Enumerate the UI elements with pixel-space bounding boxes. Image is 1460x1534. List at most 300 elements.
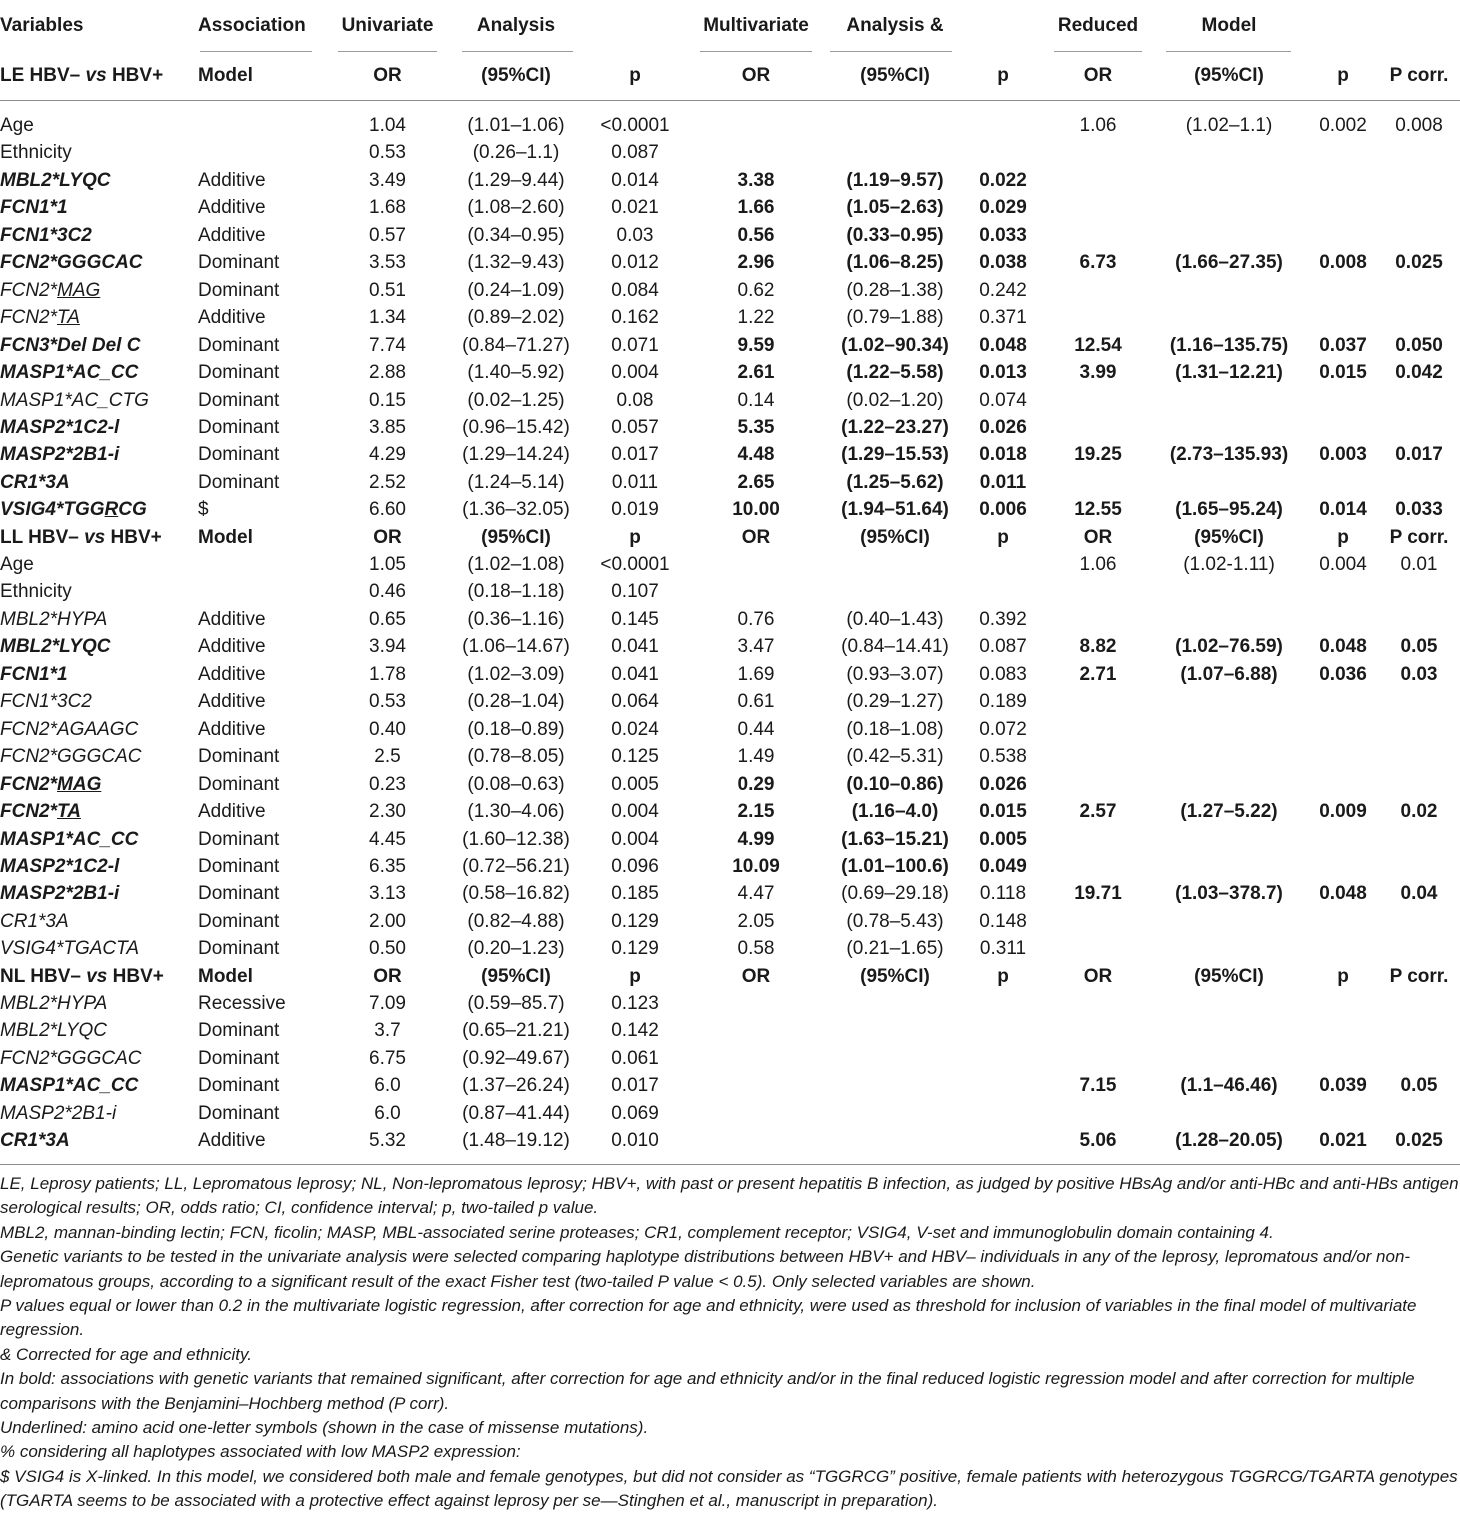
univariate-p-cell: 0.071 bbox=[611, 334, 659, 356]
header-underline bbox=[830, 51, 952, 52]
univariate-or-cell: 2.30 bbox=[369, 801, 406, 823]
variable-cell: CR1*3A bbox=[0, 471, 70, 493]
univariate-ci-cell: (0.87–41.44) bbox=[462, 1102, 570, 1124]
reduced-p-corr-cell: 0.025 bbox=[1395, 1130, 1443, 1152]
multivariate-ci-cell: (0.79–1.88) bbox=[846, 307, 944, 329]
univariate-ci-cell: (0.78–8.05) bbox=[467, 746, 565, 768]
underlined-amino-acid: MAG bbox=[57, 773, 102, 795]
model-cell: Dominant bbox=[198, 883, 280, 905]
multivariate-p-cell: 0.029 bbox=[979, 197, 1027, 219]
multivariate-ci-cell: (1.25–5.62) bbox=[846, 471, 944, 493]
univariate-p-cell: 0.142 bbox=[611, 1020, 659, 1042]
univariate-p-cell: 0.125 bbox=[611, 746, 659, 768]
model-cell: Dominant bbox=[198, 334, 280, 356]
variable-cell: FCN2*TA bbox=[0, 801, 81, 823]
reduced-ci-cell: (2.73–135.93) bbox=[1169, 444, 1289, 466]
table-row bbox=[0, 688, 1460, 715]
multivariate-p-cell: 0.371 bbox=[979, 307, 1027, 329]
header-underline bbox=[700, 51, 812, 52]
model-cell: Dominant bbox=[198, 416, 280, 438]
multivariate-or-cell: 0.14 bbox=[737, 389, 775, 411]
univariate-ci-cell: (1.40–5.92) bbox=[467, 362, 565, 384]
multivariate-or-cell: 2.96 bbox=[737, 252, 775, 274]
table-row bbox=[0, 606, 1460, 633]
table-row bbox=[0, 167, 1460, 194]
univariate-p-cell: 0.012 bbox=[611, 252, 659, 274]
multivariate-p-cell: 0.148 bbox=[979, 910, 1027, 932]
model-cell: Additive bbox=[198, 608, 266, 630]
univariate-or-cell: 6.0 bbox=[374, 1075, 401, 1097]
variable-cell: Ethnicity bbox=[0, 142, 72, 164]
header-variable: NL HBV– vs HBV+ bbox=[0, 966, 164, 987]
footer-rule bbox=[0, 1164, 1460, 1165]
model-cell: Additive bbox=[198, 197, 266, 219]
model-cell: Additive bbox=[198, 801, 266, 823]
header-multivariate-ci: (95%CI) bbox=[860, 527, 930, 548]
header-multivariate-ci: (95%CI) bbox=[860, 65, 930, 86]
reduced-p-cell: 0.003 bbox=[1319, 444, 1367, 466]
univariate-ci-cell: (1.01–1.06) bbox=[467, 115, 565, 136]
reduced-ci-cell: (1.28–20.05) bbox=[1175, 1130, 1283, 1152]
table-row bbox=[0, 249, 1460, 276]
reduced-ci-cell: (1.66–27.35) bbox=[1175, 252, 1283, 274]
univariate-p-cell: 0.185 bbox=[611, 883, 659, 905]
multivariate-ci-cell: (0.10–0.86) bbox=[846, 773, 944, 795]
multivariate-p-cell: 0.189 bbox=[979, 691, 1027, 713]
header-reduced-ci: (95%CI) bbox=[1194, 527, 1264, 548]
model-cell: Dominant bbox=[198, 444, 280, 466]
univariate-ci-cell: (0.20–1.23) bbox=[467, 938, 565, 960]
variable-cell: FCN2*GGGCAC bbox=[0, 746, 142, 768]
header-underline bbox=[338, 51, 437, 52]
reduced-p-cell: 0.037 bbox=[1319, 334, 1367, 356]
model-cell: Additive bbox=[198, 307, 266, 329]
univariate-or-cell: 3.7 bbox=[374, 1020, 401, 1042]
multivariate-p-cell: 0.038 bbox=[979, 252, 1027, 274]
header-reduced-or: OR bbox=[1083, 966, 1113, 987]
header-model: Model bbox=[198, 966, 253, 987]
univariate-ci-cell: (0.96–15.42) bbox=[462, 416, 570, 438]
multivariate-p-cell: 0.538 bbox=[979, 746, 1027, 768]
univariate-or-cell: 1.05 bbox=[369, 554, 406, 575]
header-variable: LL HBV– vs HBV+ bbox=[0, 527, 162, 548]
multivariate-p-cell: 0.048 bbox=[979, 334, 1027, 356]
multivariate-ci-cell: (0.78–5.43) bbox=[846, 910, 944, 932]
univariate-p-cell: 0.096 bbox=[611, 855, 659, 877]
header-underline bbox=[462, 51, 573, 52]
header-univariate-or: OR bbox=[373, 527, 402, 548]
table-row bbox=[0, 1072, 1460, 1099]
univariate-or-cell: 1.04 bbox=[369, 115, 406, 136]
header-univariate-or: Univariate bbox=[341, 15, 434, 36]
univariate-or-cell: 0.23 bbox=[369, 773, 406, 795]
univariate-ci-cell: (0.92–49.67) bbox=[462, 1047, 570, 1069]
footnote: Genetic variants to be tested in the univariate analysis were selected comparing haplotype distributions between HBV+ and HBV– individuals in any of the leprosy, lepromatous and/or non-lepromatous groups, according to a significant result of the exact Fisher test (two-tailed P value < 0.5). Only selected variables are shown. bbox=[0, 1247, 1411, 1291]
univariate-p-cell: 0.004 bbox=[611, 828, 659, 850]
header-variable: Variables bbox=[0, 15, 84, 36]
multivariate-or-cell: 1.49 bbox=[737, 746, 775, 768]
multivariate-ci-cell: (1.16–4.0) bbox=[851, 801, 939, 823]
header-underline bbox=[200, 51, 312, 52]
multivariate-or-cell: 4.47 bbox=[737, 883, 775, 905]
footnote: LE, Leprosy patients; LL, Lepromatous leprosy; NL, Non-lepromatous leprosy; HBV+, with past or present hepatitis B infection, as judged by positive HBsAg and/or anti-HBc and anti-HBs antigen serological results; OR, odds ratio; CI, confidence interval; p, two-tailed p value. bbox=[0, 1174, 1459, 1218]
model-cell: Dominant bbox=[198, 773, 280, 795]
univariate-p-cell: 0.014 bbox=[611, 169, 659, 191]
reduced-p-cell: 0.014 bbox=[1319, 499, 1367, 521]
univariate-or-cell: 2.00 bbox=[369, 910, 406, 932]
univariate-or-cell: 2.52 bbox=[369, 471, 406, 493]
header-univariate-p: p bbox=[629, 966, 641, 987]
univariate-or-cell: 6.0 bbox=[374, 1102, 401, 1124]
reduced-p-cell: 0.015 bbox=[1319, 362, 1367, 384]
multivariate-p-cell: 0.074 bbox=[979, 389, 1027, 411]
multivariate-or-cell: 2.05 bbox=[737, 910, 775, 932]
multivariate-p-cell: 0.018 bbox=[979, 444, 1027, 466]
variable-cell: VSIG4*TGGRCG bbox=[0, 499, 147, 521]
multivariate-or-cell: 4.48 bbox=[737, 444, 775, 466]
univariate-ci-cell: (1.06–14.67) bbox=[462, 636, 570, 658]
reduced-p-corr-cell: 0.03 bbox=[1400, 663, 1438, 685]
header-multivariate-or: OR bbox=[741, 65, 771, 86]
header-multivariate-ci: Analysis & bbox=[846, 15, 944, 36]
multivariate-ci-cell: (0.21–1.65) bbox=[846, 938, 944, 960]
univariate-ci-cell: (0.36–1.16) bbox=[467, 608, 565, 630]
header-univariate-p: p bbox=[629, 65, 641, 86]
univariate-p-cell: 0.019 bbox=[611, 499, 659, 521]
reduced-ci-cell: (1.31–12.21) bbox=[1175, 362, 1283, 384]
variable-cell: MASP1*AC_CC bbox=[0, 1075, 139, 1097]
header-row-le bbox=[0, 62, 1460, 89]
model-cell: Recessive bbox=[198, 993, 286, 1014]
univariate-or-cell: 2.88 bbox=[369, 362, 406, 384]
footnote: MBL2, mannan-binding lectin; FCN, ficolin; MASP, MBL-associated serine proteases; CR1, complement receptor; VSIG4, V-set and immunoglobulin domain containing 4. bbox=[0, 1222, 1274, 1242]
table-row bbox=[0, 633, 1460, 660]
table-row bbox=[0, 112, 1460, 139]
header-reduced-p-corr: P corr. bbox=[1389, 527, 1449, 548]
table-row bbox=[0, 880, 1460, 907]
header-multivariate-ci: (95%CI) bbox=[860, 966, 930, 987]
multivariate-or-cell: 2.61 bbox=[737, 362, 775, 384]
reduced-p-cell: 0.036 bbox=[1319, 663, 1367, 685]
table-row bbox=[0, 277, 1460, 304]
multivariate-p-cell: 0.006 bbox=[979, 499, 1027, 521]
multivariate-ci-cell: (1.22–5.58) bbox=[846, 362, 944, 384]
reduced-or-cell: 19.25 bbox=[1074, 444, 1122, 466]
univariate-or-cell: 0.53 bbox=[369, 691, 406, 713]
table-row bbox=[0, 332, 1460, 359]
univariate-ci-cell: (1.02–3.09) bbox=[467, 663, 565, 685]
univariate-or-cell: 2.5 bbox=[374, 746, 401, 768]
model-cell: Dominant bbox=[198, 855, 280, 877]
header-reduced-p-corr: P corr. bbox=[1389, 966, 1449, 987]
multivariate-ci-cell: (1.19–9.57) bbox=[846, 169, 944, 191]
univariate-or-cell: 0.15 bbox=[369, 389, 406, 411]
table-row bbox=[0, 414, 1460, 441]
univariate-or-cell: 6.35 bbox=[369, 855, 406, 877]
table-row bbox=[0, 222, 1460, 249]
multivariate-p-cell: 0.392 bbox=[979, 608, 1027, 630]
multivariate-ci-cell: (0.02–1.20) bbox=[846, 389, 944, 411]
model-cell: Dominant bbox=[198, 1047, 280, 1069]
multivariate-ci-cell: (0.69–29.18) bbox=[841, 883, 949, 905]
model-cell: Dominant bbox=[198, 910, 280, 932]
univariate-ci-cell: (0.72–56.21) bbox=[462, 855, 570, 877]
multivariate-or-cell: 0.76 bbox=[737, 608, 775, 630]
univariate-ci-cell: (0.26–1.1) bbox=[472, 142, 560, 164]
reduced-or-cell: 19.71 bbox=[1074, 883, 1122, 905]
header-multivariate-p: p bbox=[997, 527, 1009, 548]
univariate-or-cell: 3.85 bbox=[369, 416, 406, 438]
table-row bbox=[0, 1017, 1460, 1044]
model-cell: Additive bbox=[198, 224, 266, 246]
header-model: Association bbox=[198, 15, 306, 36]
reduced-p-corr-cell: 0.008 bbox=[1395, 115, 1443, 136]
table-row bbox=[0, 139, 1460, 166]
header-univariate-or: OR bbox=[373, 966, 402, 987]
univariate-or-cell: 0.65 bbox=[369, 608, 406, 630]
univariate-p-cell: 0.041 bbox=[611, 636, 659, 658]
reduced-p-corr-cell: 0.01 bbox=[1400, 554, 1438, 575]
univariate-p-cell: 0.162 bbox=[611, 307, 659, 329]
variable-cell: MASP1*AC_CC bbox=[0, 828, 139, 850]
header-univariate-ci: (95%CI) bbox=[481, 966, 551, 987]
univariate-or-cell: 0.53 bbox=[369, 142, 406, 164]
univariate-ci-cell: (0.18–1.18) bbox=[467, 581, 565, 603]
underlined-amino-acid: MAG bbox=[57, 279, 101, 301]
footnote: & Corrected for age and ethnicity. bbox=[0, 1344, 252, 1364]
multivariate-or-cell: 3.38 bbox=[737, 169, 775, 191]
univariate-p-cell: 0.145 bbox=[611, 608, 659, 630]
multivariate-or-cell: 9.59 bbox=[737, 334, 775, 356]
multivariate-p-cell: 0.242 bbox=[979, 279, 1027, 301]
univariate-p-cell: 0.084 bbox=[611, 279, 659, 301]
univariate-or-cell: 0.57 bbox=[369, 224, 406, 246]
variable-cell: FCN3*Del Del C bbox=[0, 334, 141, 356]
univariate-or-cell: 3.53 bbox=[369, 252, 406, 274]
model-cell: Dominant bbox=[198, 279, 280, 301]
reduced-or-cell: 1.06 bbox=[1079, 115, 1117, 136]
univariate-ci-cell: (0.28–1.04) bbox=[467, 691, 565, 713]
multivariate-or-cell: 0.62 bbox=[737, 279, 775, 301]
header-underline bbox=[1166, 51, 1291, 52]
multivariate-ci-cell: (1.94–51.64) bbox=[841, 499, 949, 521]
table-row bbox=[0, 798, 1460, 825]
multivariate-or-cell: 2.15 bbox=[737, 801, 775, 823]
model-cell: Additive bbox=[198, 1130, 266, 1152]
reduced-ci-cell: (1.16–135.75) bbox=[1169, 334, 1289, 356]
reduced-ci-cell: (1.07–6.88) bbox=[1180, 663, 1278, 685]
model-cell: Dominant bbox=[198, 1102, 280, 1124]
multivariate-ci-cell: (1.01–100.6) bbox=[841, 855, 949, 877]
model-cell: Dominant bbox=[198, 1075, 280, 1097]
multivariate-or-cell: 10.09 bbox=[732, 855, 780, 877]
multivariate-or-cell: 1.22 bbox=[737, 307, 775, 329]
multivariate-p-cell: 0.087 bbox=[979, 636, 1027, 658]
table-row bbox=[0, 716, 1460, 743]
model-cell: Additive bbox=[198, 663, 266, 685]
multivariate-ci-cell: (0.28–1.38) bbox=[846, 279, 944, 301]
vs-label: vs bbox=[85, 65, 107, 86]
header-row-top bbox=[0, 12, 1460, 39]
reduced-p-cell: 0.021 bbox=[1319, 1130, 1367, 1152]
univariate-p-cell: 0.129 bbox=[611, 910, 659, 932]
header-rule bbox=[0, 100, 1460, 101]
univariate-p-cell: 0.004 bbox=[611, 362, 659, 384]
univariate-p-cell: 0.005 bbox=[611, 773, 659, 795]
model-cell: Dominant bbox=[198, 746, 280, 768]
variable-cell: FCN2*GGGCAC bbox=[0, 1047, 142, 1069]
variable-cell: CR1*3A bbox=[0, 910, 69, 932]
model-cell: Additive bbox=[198, 718, 266, 740]
univariate-p-cell: 0.061 bbox=[611, 1047, 659, 1069]
univariate-or-cell: 5.32 bbox=[369, 1130, 406, 1152]
multivariate-ci-cell: (1.05–2.63) bbox=[846, 197, 944, 219]
header-variable: LE HBV– vs HBV+ bbox=[0, 65, 164, 86]
multivariate-ci-cell: (1.29–15.53) bbox=[841, 444, 949, 466]
variable-cell: VSIG4*TGACTA bbox=[0, 938, 140, 960]
multivariate-or-cell: 1.69 bbox=[737, 663, 775, 685]
univariate-p-cell: 0.123 bbox=[611, 993, 659, 1014]
model-cell: Dominant bbox=[198, 938, 280, 960]
vs-label: vs bbox=[86, 966, 108, 987]
reduced-or-cell: 2.71 bbox=[1079, 663, 1117, 685]
table-row bbox=[0, 935, 1460, 962]
reduced-p-cell: 0.048 bbox=[1319, 883, 1367, 905]
reduced-p-corr-cell: 0.017 bbox=[1395, 444, 1443, 466]
header-underline bbox=[1054, 51, 1142, 52]
header-row-ll bbox=[0, 524, 1460, 551]
table-row bbox=[0, 1100, 1460, 1127]
univariate-or-cell: 7.09 bbox=[369, 993, 406, 1014]
univariate-p-cell: 0.024 bbox=[611, 718, 659, 740]
header-multivariate-or: Multivariate bbox=[703, 15, 809, 36]
header-univariate-p: p bbox=[629, 527, 641, 548]
reduced-ci-cell: (1.02-1.11) bbox=[1183, 554, 1275, 575]
reduced-or-cell: 12.55 bbox=[1074, 499, 1122, 521]
multivariate-p-cell: 0.083 bbox=[979, 663, 1027, 685]
table-row bbox=[0, 743, 1460, 770]
univariate-or-cell: 1.34 bbox=[369, 307, 406, 329]
variable-cell: MBL2*HYPA bbox=[0, 993, 108, 1014]
univariate-or-cell: 6.60 bbox=[369, 499, 406, 521]
univariate-ci-cell: (0.89–2.02) bbox=[467, 307, 565, 329]
multivariate-or-cell: 0.61 bbox=[737, 691, 775, 713]
variable-cell: Ethnicity bbox=[0, 581, 72, 603]
univariate-p-cell: 0.021 bbox=[611, 197, 659, 219]
univariate-ci-cell: (1.24–5.14) bbox=[467, 471, 565, 493]
univariate-ci-cell: (1.08–2.60) bbox=[467, 197, 565, 219]
variable-cell: MASP2*2B1-i bbox=[0, 1102, 117, 1124]
multivariate-p-cell: 0.026 bbox=[979, 773, 1027, 795]
univariate-p-cell: <0.0001 bbox=[600, 115, 670, 136]
multivariate-ci-cell: (0.93–3.07) bbox=[846, 663, 944, 685]
reduced-p-corr-cell: 0.05 bbox=[1400, 1075, 1438, 1097]
univariate-ci-cell: (1.60–12.38) bbox=[462, 828, 570, 850]
variable-cell: MASP1*AC_CTG bbox=[0, 389, 149, 411]
univariate-or-cell: 3.13 bbox=[369, 883, 406, 905]
univariate-ci-cell: (0.18–0.89) bbox=[467, 718, 565, 740]
table-row bbox=[0, 304, 1460, 331]
multivariate-or-cell: 0.56 bbox=[737, 224, 775, 246]
header-reduced-ci: (95%CI) bbox=[1194, 65, 1264, 86]
reduced-p-corr-cell: 0.025 bbox=[1395, 252, 1443, 274]
variable-cell: MASP2*1C2-l bbox=[0, 855, 120, 877]
univariate-ci-cell: (0.58–16.82) bbox=[462, 883, 570, 905]
multivariate-ci-cell: (1.22–23.27) bbox=[841, 416, 949, 438]
variable-cell: FCN1*1 bbox=[0, 663, 68, 685]
variable-cell: MASP2*2B1-i bbox=[0, 444, 120, 466]
header-multivariate-p: p bbox=[997, 966, 1009, 987]
univariate-p-cell: 0.057 bbox=[611, 416, 659, 438]
univariate-p-cell: 0.017 bbox=[611, 444, 659, 466]
multivariate-p-cell: 0.033 bbox=[979, 224, 1027, 246]
univariate-p-cell: 0.017 bbox=[611, 1075, 659, 1097]
variable-cell: MBL2*HYPA bbox=[0, 608, 108, 630]
variable-cell: MASP2*2B1-i bbox=[0, 883, 120, 905]
underlined-amino-acid: TA bbox=[57, 307, 80, 329]
univariate-or-cell: 0.40 bbox=[369, 718, 406, 740]
reduced-p-corr-cell: 0.05 bbox=[1400, 636, 1438, 658]
univariate-p-cell: 0.069 bbox=[611, 1102, 659, 1124]
header-reduced-p: p bbox=[1337, 527, 1349, 548]
univariate-p-cell: 0.08 bbox=[616, 389, 654, 411]
univariate-ci-cell: (0.34–0.95) bbox=[467, 224, 565, 246]
reduced-ci-cell: (1.27–5.22) bbox=[1180, 801, 1278, 823]
univariate-ci-cell: (0.24–1.09) bbox=[467, 279, 565, 301]
model-cell: Dominant bbox=[198, 828, 280, 850]
header-univariate-ci: (95%CI) bbox=[481, 527, 551, 548]
reduced-p-cell: 0.048 bbox=[1319, 636, 1367, 658]
reduced-p-cell: 0.004 bbox=[1319, 554, 1367, 575]
multivariate-ci-cell: (0.33–0.95) bbox=[846, 224, 944, 246]
reduced-ci-cell: (1.02–1.1) bbox=[1185, 115, 1273, 136]
multivariate-or-cell: 4.99 bbox=[737, 828, 775, 850]
multivariate-or-cell: 2.65 bbox=[737, 471, 775, 493]
multivariate-p-cell: 0.118 bbox=[979, 883, 1027, 905]
reduced-or-cell: 7.15 bbox=[1079, 1075, 1117, 1097]
reduced-p-corr-cell: 0.033 bbox=[1395, 499, 1443, 521]
reduced-p-corr-cell: 0.02 bbox=[1400, 801, 1438, 823]
multivariate-or-cell: 10.00 bbox=[732, 499, 780, 521]
multivariate-p-cell: 0.013 bbox=[979, 362, 1027, 384]
univariate-p-cell: 0.129 bbox=[611, 938, 659, 960]
univariate-or-cell: 7.74 bbox=[369, 334, 406, 356]
univariate-ci-cell: (1.02–1.08) bbox=[467, 554, 565, 575]
table-row bbox=[0, 496, 1460, 523]
reduced-or-cell: 12.54 bbox=[1074, 334, 1122, 356]
univariate-or-cell: 0.51 bbox=[369, 279, 406, 301]
reduced-or-cell: 8.82 bbox=[1079, 636, 1117, 658]
multivariate-or-cell: 5.35 bbox=[737, 416, 775, 438]
univariate-or-cell: 6.75 bbox=[369, 1047, 406, 1069]
multivariate-or-cell: 0.58 bbox=[737, 938, 775, 960]
univariate-ci-cell: (1.29–14.24) bbox=[462, 444, 570, 466]
univariate-or-cell: 3.94 bbox=[369, 636, 406, 658]
header-reduced-or: Reduced bbox=[1057, 15, 1139, 36]
univariate-ci-cell: (0.08–0.63) bbox=[467, 773, 565, 795]
footnote: P values equal or lower than 0.2 in the multivariate logistic regression, after correction for age and ethnicity, were used as threshold for inclusion of variables in the final model of multivariate regression. bbox=[0, 1296, 1417, 1340]
multivariate-p-cell: 0.015 bbox=[979, 801, 1027, 823]
univariate-or-cell: 0.46 bbox=[369, 581, 406, 603]
header-reduced-p-corr: P corr. bbox=[1389, 65, 1449, 86]
univariate-p-cell: 0.041 bbox=[611, 663, 659, 685]
reduced-ci-cell: (1.65–95.24) bbox=[1175, 499, 1283, 521]
header-univariate-or: OR bbox=[373, 65, 402, 86]
multivariate-or-cell: 1.66 bbox=[737, 197, 775, 219]
variable-cell: FCN2*MAG bbox=[0, 773, 102, 795]
univariate-ci-cell: (1.48–19.12) bbox=[462, 1130, 570, 1152]
table-row bbox=[0, 908, 1460, 935]
